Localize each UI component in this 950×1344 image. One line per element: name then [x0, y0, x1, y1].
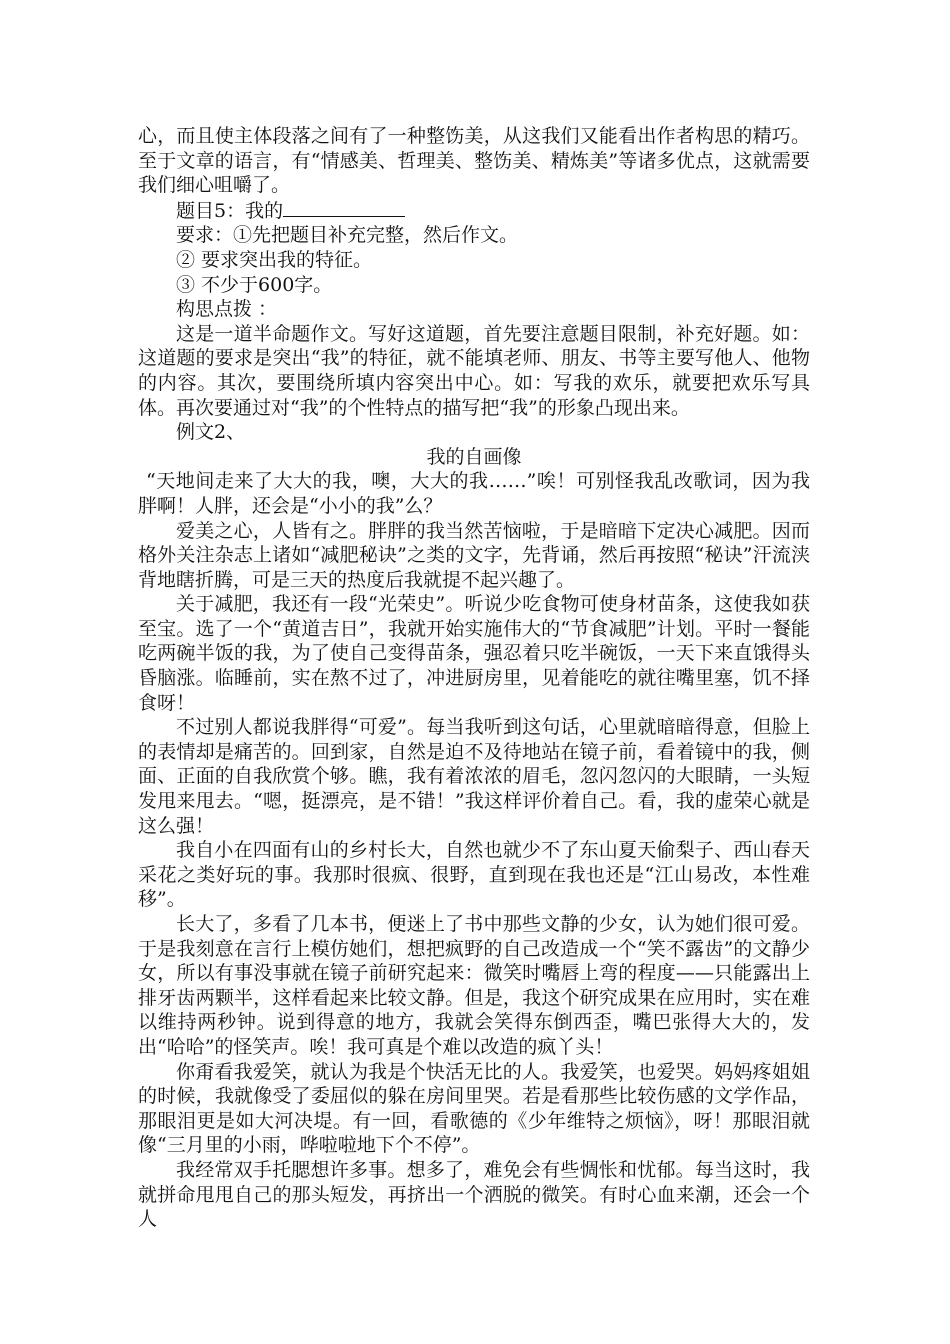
essay-title: 我的自画像: [426, 445, 522, 468]
essay-paragraph-6: 长大了，多看了几本书，便迷上了书中那些文静的少女，认为她们很可爱。于是我刻意在言行上模仿她们，想把疯野的自己改造成一个“笑不露齿”的文静少女，所以有事没事就在镜子前研究起来：微笑时嘴唇上弯的程度——只能露出上排牙齿两颗半，这样看起来比较文静。但是，我这个研究成果在应用时，实在难以维持两秒钟。说到得意的地方，我就会笑得东倒西歪，嘴巴张得大大的，发出“哈哈”的怪笑声。唉！我可真是个难以改造的疯丫头！: [138, 913, 810, 1058]
fill-in-blank-line: [283, 198, 405, 217]
example-label: 例文2、: [176, 421, 246, 444]
essay-paragraph-3: 关于减肥，我还有一段“光荣史”。听说少吃食物可使身材苗条，这使我如获至宝。选了一个“黄道吉日”，我就开始实施伟大的“节食减肥”计划。平时一餐能吃两碗半饭的我，为了使自己变得苗条，强忍着只吃半碗饭，一天下来直饿得头昏脑涨。临睡前，实在熬不过了，冲进厨房里，见着能吃的就往嘴里塞，饥不择食呀！: [138, 593, 810, 714]
essay-paragraph-8: 我经常双手托腮想许多事。想多了，难免会有些惆怅和忧郁。每当这时，我就拼命甩甩自己的那头短发，再挤出一个洒脱的微笑。有时心血来潮，还会一个人: [138, 1158, 810, 1231]
essay-paragraph-1: “天地间走来了大大的我，噢，大大的我……”唉！可别怪我乱改歌词，因为我胖啊！人胖，还会是“小小的我”么？: [138, 470, 810, 517]
essay-paragraph-4: 不过别人都说我胖得“可爱”。每当我听到这句话，心里就暗暗得意，但脸上的表情却是痛苦的。回到家，自然是迫不及待地站在镜子前，看着镜中的我，侧面、正面的自我欣赏个够。瞧，我有着浓浓的眉毛，忽闪忽闪的大眼睛，一头短发甩来甩去。“嗯，挺漂亮，是不错！”我这样评价着自己。看，我的虚荣心就是这么强！: [138, 716, 810, 837]
requirement-3: ③ 不少于600字。: [176, 273, 333, 296]
guidance-paragraph: 这是一道半命题作文。写好这道题，首先要注意题目限制，补充好题。如：这道题的要求是突出“我”的特征，就不能填老师、朋友、书等主要写他人、他物的内容。其次，要围绕所填内容突出中心。如：写我的欢乐，就要把欢乐写具体。再次要通过对“我”的个性特点的描写把“我”的形象凸现出来。: [138, 322, 810, 419]
essay-paragraph-5: 我自小在四面有山的乡村长大，自然也就少不了东山夏天偷梨子、西山春天采花之类好玩的事。我那时很疯、很野，直到现在我也还是“江山易改，本性难移”。: [138, 839, 810, 911]
guidance-heading: 构思点拨 ：: [176, 298, 278, 321]
paragraph-intro-continuation: 心，而且使主体段落之间有了一种整饬美，从这我们又能看出作者构思的精巧。至于文章的语言，有“情感美、哲理美、整饬美、精炼美”等诸多优点，这就需要我们细心咀嚼了。: [138, 125, 810, 197]
topic-title-text: 题目5：我的: [176, 199, 284, 222]
topic-title-line: [138, 198, 810, 224]
essay-paragraph-7: 你甭看我爱笑，就认为我是个快活无比的人。我爱笑，也爱哭。妈妈疼姐姐的时候，我就像受了委屈似的躲在房间里哭。若是看那些比较伤感的文学作品，那眼泪更是如大河决堤。有一回，看歌德的《少年维特之烦恼》，呀！那眼泪就像“三月里的小雨，哗啦啦地下个不停”。: [138, 1060, 810, 1157]
document-page: [138, 124, 810, 1232]
essay-paragraph-2: 爱美之心，人皆有之。胖胖的我当然苦恼啦，于是暗暗下定决心减肥。因而格外关注杂志上诸如“减肥秘诀”之类的文字，先背诵，然后再按照“秘诀”汗流浃背地瞎折腾，可是三天的热度后我就提不起兴趣了。: [138, 519, 810, 591]
requirement-1: 要求：①先把题目补充完整，然后作文。: [176, 224, 519, 247]
requirement-2: ② 要求突出我的特征。: [176, 248, 373, 271]
